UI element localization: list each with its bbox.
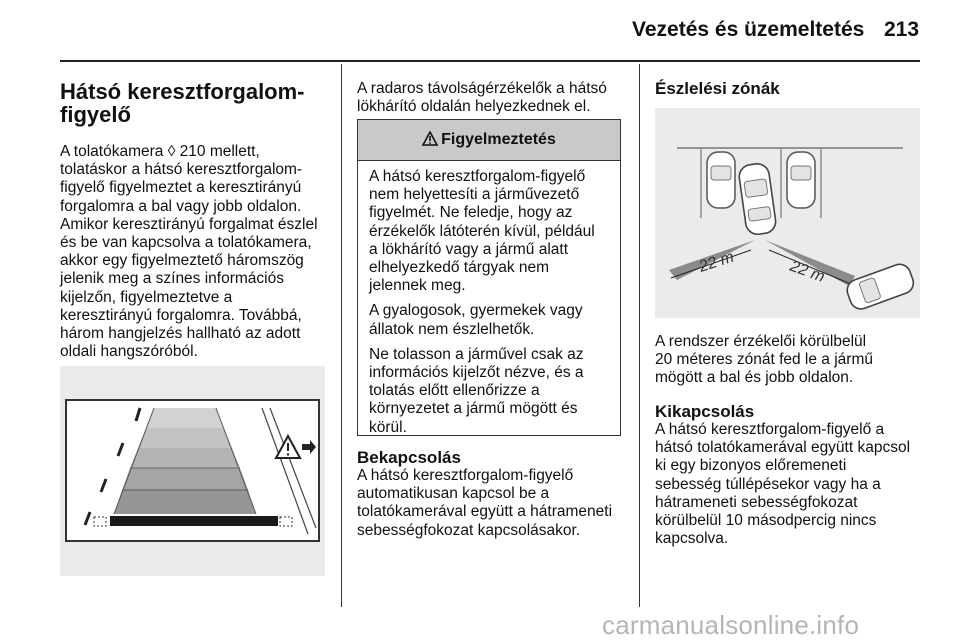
text-line: körülbelül 10 másodpercig nincs bbox=[655, 512, 877, 530]
text-line: információs kijelzőt nézve, és a bbox=[369, 364, 584, 382]
text-line: forgalomra a bal vagy jobb oldalon. bbox=[60, 197, 302, 215]
text-line: Ne tolasson a járművel csak az bbox=[369, 345, 584, 363]
text-line: tolatás előtt ellenőrizze a bbox=[369, 382, 540, 400]
text-line: és be van kapcsolva a tolatókamera, bbox=[60, 234, 312, 252]
warning-paragraph bbox=[369, 302, 608, 338]
text-line: figyelő figyelmeztet a keresztirányú bbox=[60, 179, 302, 197]
bumper-bar bbox=[110, 516, 278, 526]
text-line: hátrameneti sebességfokozat bbox=[655, 493, 858, 511]
text-line: A hátsó keresztforgalom-figyelő a bbox=[655, 421, 885, 438]
text-line: A hátsó keresztforgalom-figyelő bbox=[369, 168, 586, 185]
zone-right-distance-label: 22 m bbox=[787, 257, 827, 286]
section-title-line: figyelő bbox=[60, 102, 131, 127]
text-line: A tolatókamera ◊ 210 mellett, bbox=[60, 143, 260, 160]
text-line: tolatáskor a hátsó keresztforgalom- bbox=[60, 161, 303, 179]
zones-paragraph bbox=[655, 333, 873, 388]
text-line: ki egy bizonyos előremeneti bbox=[655, 457, 847, 475]
column-divider-left bbox=[341, 64, 342, 607]
text-line: kapcsolva. bbox=[655, 530, 729, 548]
text-line: sebesség túllépésekor vagy ha a bbox=[655, 475, 881, 493]
warning-title: Figyelmeztetés bbox=[441, 131, 556, 148]
detection-zones-illustration bbox=[655, 108, 920, 318]
text-line: három hangjelzés hallható az adott bbox=[60, 325, 301, 343]
intro-paragraph bbox=[60, 143, 318, 361]
warning-triangle-icon bbox=[422, 131, 438, 150]
rear-camera-display-illustration bbox=[60, 366, 325, 576]
text-line: 20 méteres zónát fed le a jármű bbox=[655, 351, 873, 369]
text-line: mögött a bal és jobb oldalon. bbox=[655, 369, 854, 387]
text-line: Amikor keresztirányú forgalmat észlel bbox=[60, 215, 318, 233]
text-line: A rendszer érzékelői körülbelül bbox=[655, 333, 867, 350]
page-header-title: Vezetés és üzemeltetés bbox=[632, 18, 865, 41]
guide-band bbox=[122, 468, 248, 490]
page-number: 213 bbox=[884, 18, 920, 41]
text-line: oldali hangszóróból. bbox=[60, 343, 198, 361]
guide-band bbox=[114, 490, 256, 514]
watermark: carmanualsonline.info bbox=[602, 610, 860, 640]
guide-band bbox=[138, 428, 232, 448]
text-line: sebességfokozat kapcsolásakor. bbox=[357, 521, 581, 539]
warning-body bbox=[358, 161, 620, 437]
text-line: körül. bbox=[369, 418, 407, 436]
zone-left-distance-label: 22 m bbox=[696, 248, 737, 276]
warning-header bbox=[358, 120, 620, 161]
activation-paragraph bbox=[357, 467, 612, 540]
text-line: keresztirányú forgalomra. Továbbá, bbox=[60, 306, 302, 324]
sensor-location-paragraph bbox=[357, 80, 607, 116]
section-title-rear-cross-traffic bbox=[60, 80, 305, 126]
deactivation-paragraph bbox=[655, 421, 910, 548]
text-line: elhelyezkedő tárgyak nem bbox=[369, 259, 550, 277]
text-line: A radaros távolságérzékelők a hátsó bbox=[357, 80, 607, 97]
text-line: a lökhárító vagy a jármű alatt bbox=[369, 240, 569, 258]
deactivation-heading: Kikapcsolás bbox=[655, 402, 755, 421]
warning-dot bbox=[287, 453, 289, 455]
warning-paragraph bbox=[369, 346, 608, 437]
text-line: kijelzőn, figyelmeztetve a bbox=[60, 288, 233, 306]
text-line: automatikusan kapcsol be a bbox=[357, 485, 550, 503]
car-window bbox=[791, 166, 811, 180]
section-title-line: Hátsó keresztforgalom- bbox=[60, 79, 305, 104]
text-line: környezetet a jármű mögött és bbox=[369, 400, 578, 418]
column-divider-right bbox=[639, 64, 640, 607]
warning-paragraph bbox=[369, 168, 608, 295]
activation-heading: Bekapcsolás bbox=[357, 448, 461, 467]
text-line: A gyalogosok, gyermekek vagy bbox=[369, 302, 583, 320]
text-line: tolatókamerával együtt a hátrameneti bbox=[357, 503, 613, 521]
warning-box bbox=[357, 119, 621, 436]
header-divider bbox=[60, 60, 920, 62]
car-window bbox=[711, 166, 731, 180]
text-line: állatok nem észlelhetők. bbox=[369, 320, 535, 338]
text-line: figyelmét. Ne feledje, hogy az bbox=[369, 204, 573, 222]
approaching-car bbox=[844, 261, 916, 312]
text-line: A hátsó keresztforgalom-figyelő bbox=[357, 467, 574, 484]
camera-display-drawing bbox=[60, 366, 325, 576]
text-line: jelenik meg a színes információs bbox=[60, 270, 284, 288]
text-line: hátsó tolatókamerával együtt kapcsol bbox=[655, 439, 911, 457]
reversing-car bbox=[738, 162, 777, 235]
text-line: akkor egy figyelmeztető háromszög bbox=[60, 252, 304, 270]
text-line: érzékelők látóterén kívül, például bbox=[369, 222, 595, 240]
detection-zones-heading: Észlelési zónák bbox=[655, 79, 780, 98]
guide-band bbox=[146, 408, 224, 428]
guide-band bbox=[130, 448, 240, 468]
text-line: lökhárító oldalán helyezkednek el. bbox=[357, 98, 591, 116]
text-line: nem helyettesíti a járművezető bbox=[369, 186, 580, 204]
text-line: jelennek meg. bbox=[369, 277, 466, 295]
zones-drawing bbox=[655, 108, 920, 318]
